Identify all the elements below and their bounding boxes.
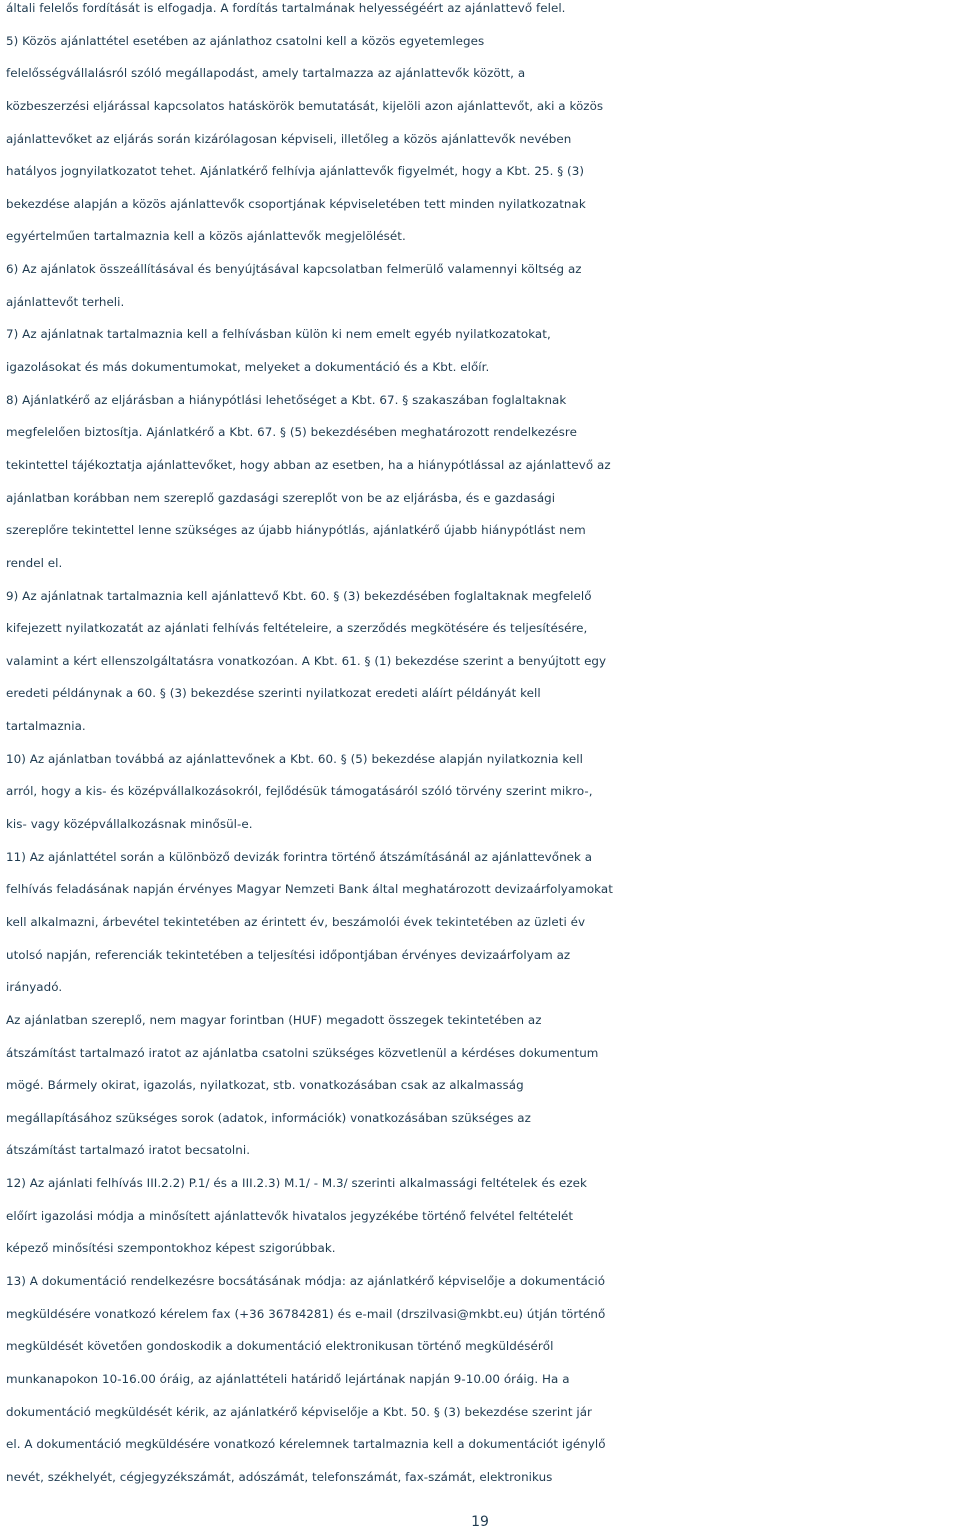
text-line: utolsó napján, referenciák tekintetében a teljesítési időpontjában érvényes devizaárfolyam az	[6, 947, 571, 962]
text-line: eredeti példánynak a 60. § (3) bekezdése szerinti nyilatkozat eredeti aláírt példányát kell	[6, 686, 541, 701]
text-line: ajánlatban korábban nem szereplő gazdasági szereplőt von be az eljárásba, és e gazdasági	[6, 490, 556, 505]
text-line: megküldését követően gondoskodik a dokumentáció elektronikusan történő megküldéséről	[6, 1339, 554, 1354]
text-line: arról, hogy a kis- és középvállalkozásokról, fejlődésük támogatásáról szóló törvény szerint mikro-,	[6, 784, 593, 799]
text-line: megfelelően biztosítja. Ajánlatkérő a Kbt. 67. § (5) bekezdésében meghatározott rendelkezésre	[6, 425, 577, 440]
text-line: bekezdése alapján a közös ajánlattevők csoportjának képviseletében tett minden nyilatkozatnak	[6, 196, 586, 211]
text-line: irányadó.	[6, 980, 63, 995]
text-line: 7) Az ajánlatnak tartalmaznia kell a felhívásban külön ki nem emelt egyéb nyilatkozatokat,	[6, 327, 551, 342]
text-line: 13) A dokumentáció rendelkezésre bocsátásának módja: az ajánlatkérő képviselője a dokumentáció	[6, 1273, 606, 1288]
text-line: valamint a kért ellenszolgáltatásra vonatkozóan. A Kbt. 61. § (1) bekezdése szerint a benyújtott egy	[6, 653, 607, 668]
text-line: 9) Az ajánlatnak tartalmaznia kell ajánlattevő Kbt. 60. § (3) bekezdésében foglaltaknak megfelelő	[6, 588, 592, 603]
text-line: kifejezett nyilatkozatát az ajánlati felhívás feltételeire, a szerződés megkötésére és teljesítésére,	[6, 621, 588, 636]
text-line: 11) Az ajánlattétel során a különböző devizák forintra történő átszámításánál az ajánlattevőnek a	[6, 849, 593, 864]
text-line: általi felelős fordítását is elfogadja. A fordítás tartalmának helyességéért az ajánlattevő felel.	[6, 1, 566, 15]
text-line: el. A dokumentáció megküldésére vonatkozó kérelemnek tartalmaznia kell a dokumentációt igénylő	[6, 1437, 606, 1452]
text-line: felelősségvállalásról szóló megállapodást, amely tartalmazza az ajánlattevők között, a	[6, 66, 526, 81]
text-line: tekintettel tájékoztatja ajánlattevőket, hogy abban az esetben, ha a hiánypótlással az ajánlattevő az	[6, 457, 611, 472]
text-line: munkanapokon 10-16.00 óráig, az ajánlattételi határidő lejártának napján 9-10.00 óráig. Ha a	[6, 1371, 570, 1386]
text-line: 5) Közös ajánlattétel esetében az ajánlathoz csatolni kell a közös egyetemleges	[6, 33, 485, 48]
text-line: Az ajánlatban szereplő, nem magyar forintban (HUF) megadott összegek tekintetében az	[6, 1012, 542, 1027]
text-line: felhívás feladásának napján érvényes Magyar Nemzeti Bank által meghatározott devizaárfolyamokat	[6, 882, 613, 897]
text-line: tartalmaznia.	[6, 719, 86, 734]
text-line: átszámítást tartalmazó iratot becsatolni.	[6, 1143, 251, 1158]
text-line: 6) Az ajánlatok összeállításával és benyújtásával kapcsolatban felmerülő valamennyi költség az	[6, 262, 582, 277]
document-body	[6, 0, 956, 1493]
text-line: előírt igazolási módja a minősített ajánlattevők hivatalos jegyzékébe történő felvétel feltételét	[6, 1208, 574, 1223]
page-number: 19	[471, 1514, 489, 1530]
text-line: 12) Az ajánlati felhívás III.2.2) P.1/ és a III.2.3) M.1/ - M.3/ szerinti alkalmassági feltételek és ezek	[6, 1176, 587, 1191]
text-line: szereplőre tekintettel lenne szükséges az újabb hiánypótlás, ajánlatkérő újabb hiánypótlást nem	[6, 523, 586, 538]
text-line: nevét, székhelyét, cégjegyzékszámát, adószámát, telefonszámát, fax-számát, elektronikus	[6, 1469, 553, 1484]
text-line: hatályos jognyilatkozatot tehet. Ajánlatkérő felhívja ajánlattevők figyelmét, hogy a Kbt. 25. § (3)	[6, 164, 585, 179]
text-line: kell alkalmazni, árbevétel tekintetében az érintett év, beszámolói évek tekintetében az üzleti év	[6, 914, 586, 929]
text-line: mögé. Bármely okirat, igazolás, nyilatkozat, stb. vonatkozásában csak az alkalmasság	[6, 1078, 524, 1093]
text-line: átszámítást tartalmazó iratot az ajánlatba csatolni szükséges közvetlenül a kérdéses dokumentum	[6, 1045, 599, 1060]
text-line: megküldésére vonatkozó kérelem fax (+36 36784281) és e-mail (drszilvasi@mkbt.eu) útján történő	[6, 1306, 606, 1321]
text-line: ajánlattevőket az eljárás során kizárólagosan képviseli, illetőleg a közös ajánlattevők nevében	[6, 131, 572, 146]
text-line: 10) Az ajánlatban továbbá az ajánlattevőnek a Kbt. 60. § (5) bekezdése alapján nyilatkoznia kell	[6, 751, 583, 766]
text-line: képező minősítési szempontokhoz képest szigorúbbak.	[6, 1241, 336, 1256]
text-line: egyértelműen tartalmaznia kell a közös ajánlattevők megjelölését.	[6, 229, 406, 244]
text-line: dokumentáció megküldését kérik, az ajánlatkérő képviselője a Kbt. 50. § (3) bekezdése szerint jár	[6, 1404, 592, 1419]
text-line: 8) Ajánlatkérő az eljárásban a hiánypótlási lehetőséget a Kbt. 67. § szakaszában foglaltaknak	[6, 392, 567, 407]
text-line: közbeszerzési eljárással kapcsolatos hatáskörök bemutatását, kijelöli azon ajánlattevőt, aki a közös	[6, 98, 604, 113]
text-line: ajánlattevőt terheli.	[6, 294, 125, 309]
text-line: igazolásokat és más dokumentumokat, melyeket a dokumentáció és a Kbt. előír.	[6, 360, 490, 375]
text-line: megállapításához szükséges sorok (adatok, információk) vonatkozásában szükséges az	[6, 1110, 531, 1125]
text-line: rendel el.	[6, 555, 63, 570]
text-line: kis- vagy középvállalkozásnak minősül-e.	[6, 817, 253, 832]
